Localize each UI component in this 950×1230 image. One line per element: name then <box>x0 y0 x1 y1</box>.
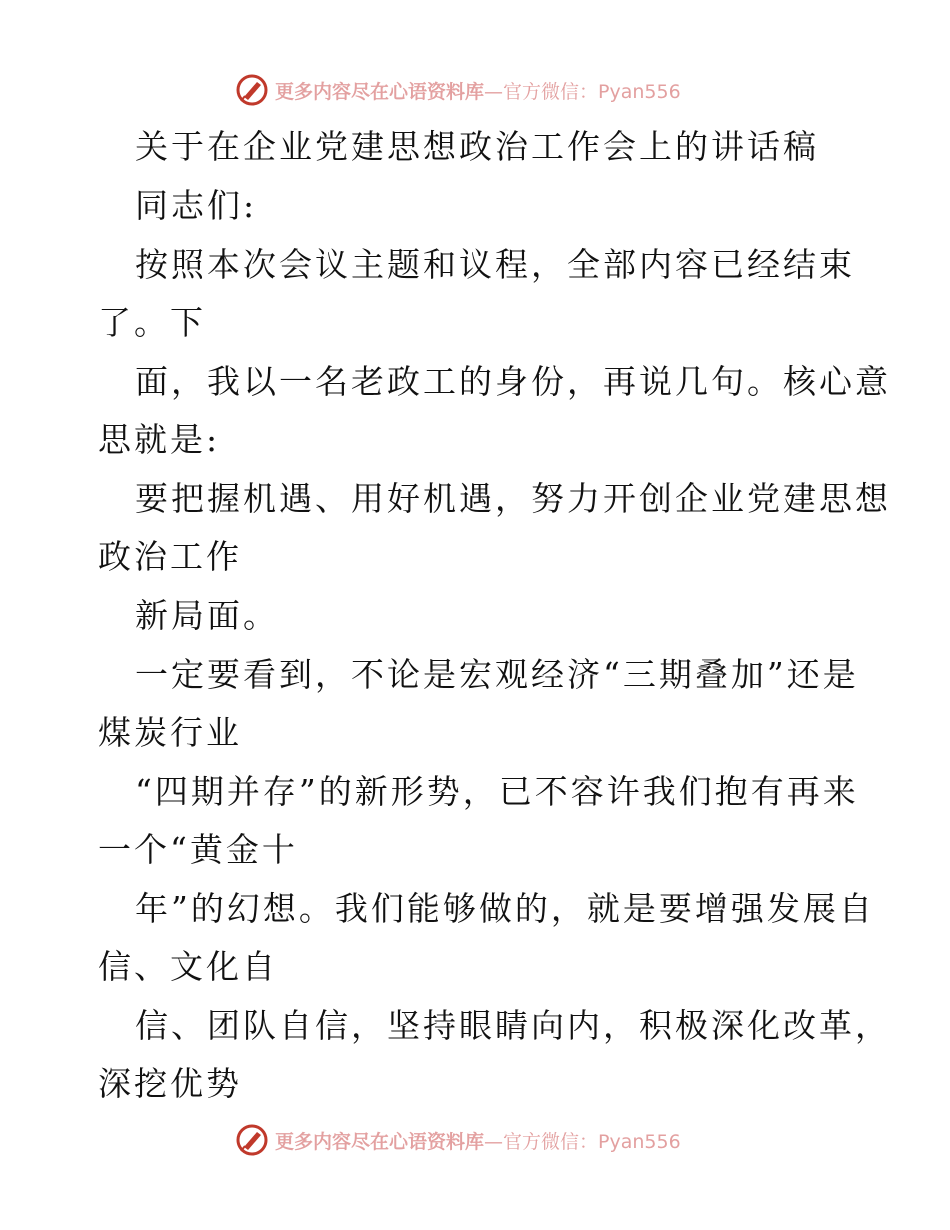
header-watermark-banner <box>235 72 681 108</box>
paragraph-line: 政治工作 <box>98 537 242 576</box>
paragraph-line: 按照本次会议主题和议程，全部内容已经结束 <box>135 245 855 284</box>
banner-wechat-text: —官方微信：Pyan556 <box>484 80 681 103</box>
paragraph-line: 思就是: <box>98 420 221 459</box>
paragraph-line: 信、团队自信，坚持眼睛向内，积极深化改革， <box>135 1006 891 1045</box>
paragraph-line: 新局面。 <box>135 596 279 635</box>
paragraph-line: 要把握机遇、用好机遇，努力开创企业党建思想 <box>135 479 891 518</box>
banner-text: 更多内容尽在心语资料库 <box>275 80 485 103</box>
footer-watermark-banner <box>235 1122 681 1158</box>
banner-wechat-text: —官方微信：Pyan556 <box>484 1130 681 1153</box>
quill-pen-logo-icon <box>235 73 269 107</box>
quill-pen-logo-icon <box>235 1123 269 1157</box>
paragraph-line: 一个“黄金十 <box>98 830 298 869</box>
paragraph-line: 信、文化自 <box>98 947 278 986</box>
document-title: 关于在企业党建思想政治工作会上的讲话稿 <box>135 127 819 166</box>
paragraph-line: 煤炭行业 <box>98 713 242 752</box>
paragraph-line: “四期并存”的新形势，已不容许我们抱有再来 <box>135 772 859 811</box>
paragraph-line: 一定要看到，不论是宏观经济“三期叠加”还是 <box>135 655 859 694</box>
paragraph-line: 年”的幻想。我们能够做的，就是要增强发展自 <box>135 889 875 928</box>
banner-text: 更多内容尽在心语资料库 <box>275 1130 485 1153</box>
salutation: 同志们: <box>135 186 258 225</box>
paragraph-line: 了。下 <box>98 303 206 342</box>
paragraph-line: 面，我以一名老政工的身份，再说几句。核心意 <box>135 362 891 401</box>
paragraph-line: 深挖优势 <box>98 1064 242 1103</box>
